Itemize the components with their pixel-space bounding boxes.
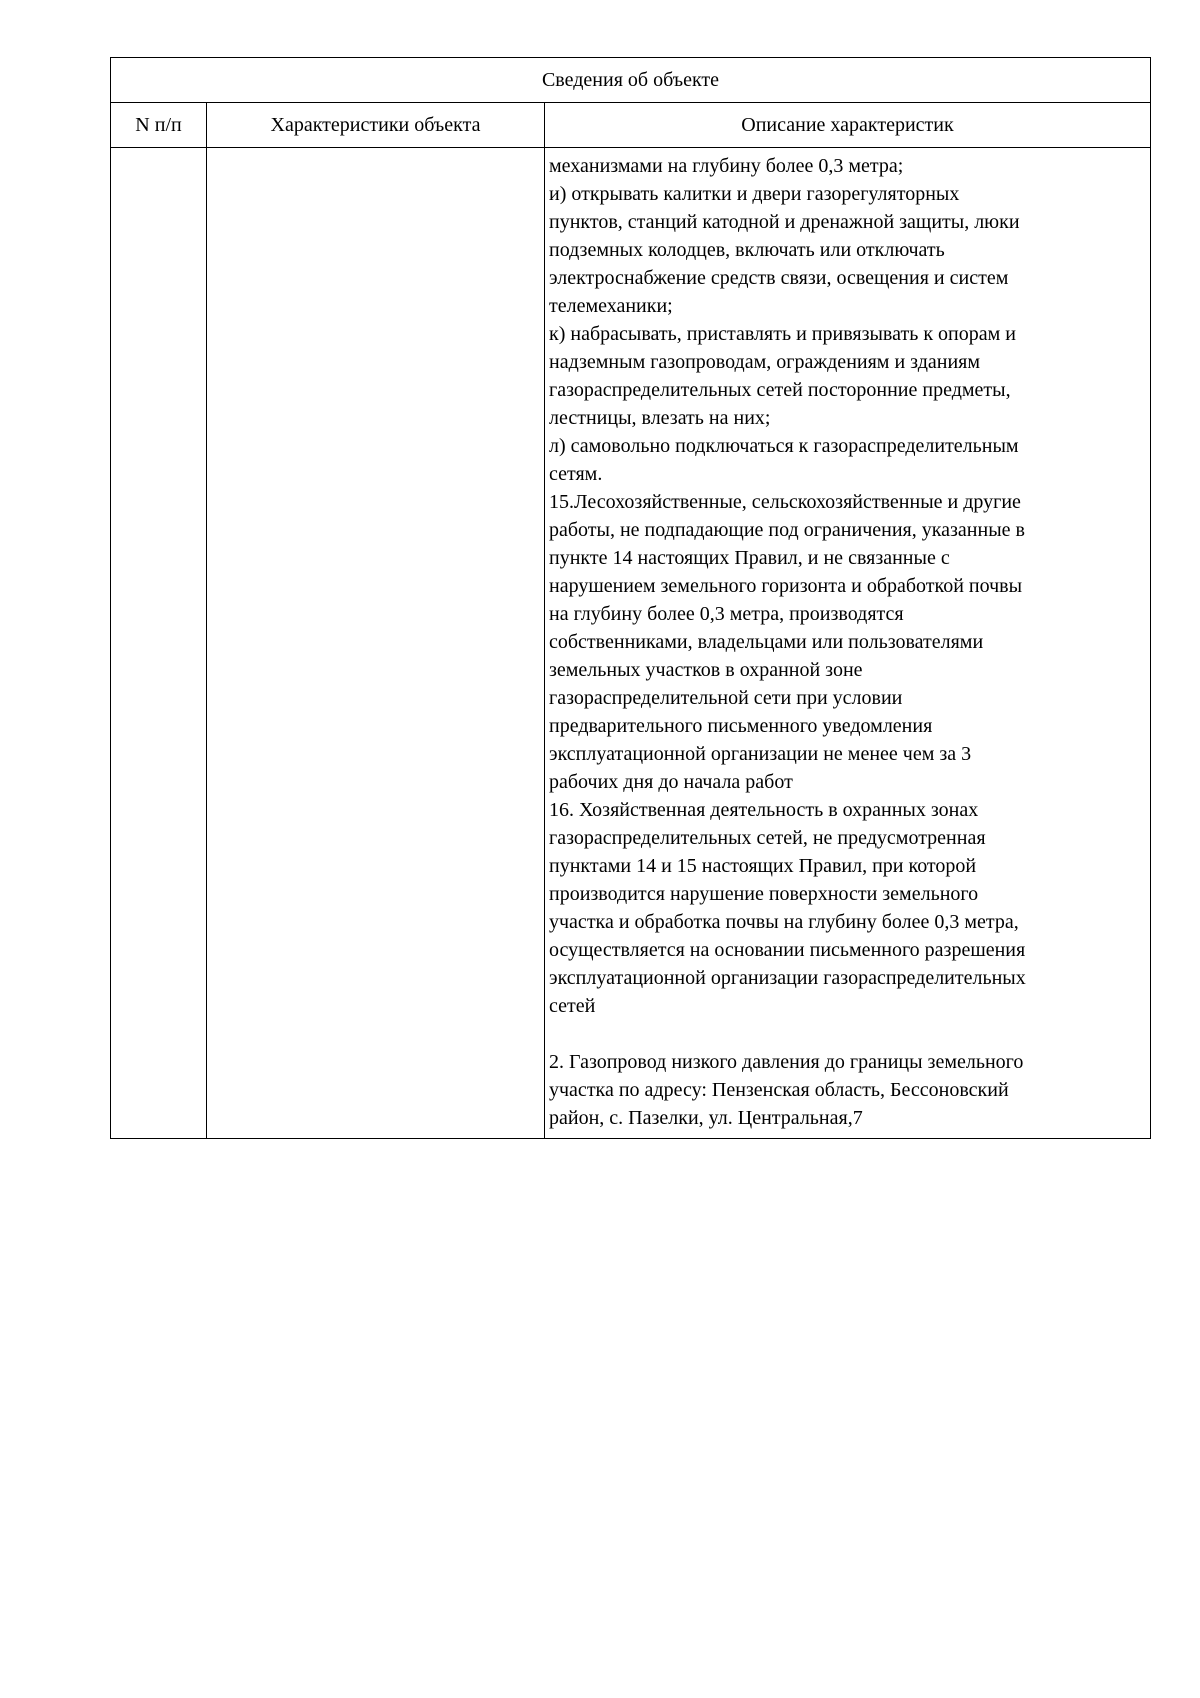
description-line: сетей bbox=[549, 995, 596, 1017]
description-line: эксплуатационной организации не менее чем за 3 bbox=[549, 743, 972, 765]
cell-number bbox=[111, 148, 207, 1139]
table-title: Сведения об объекте bbox=[111, 58, 1151, 103]
description-line: пунктами 14 и 15 настоящих Правил, при которой bbox=[549, 855, 977, 877]
description-line: 15.Лесохозяйственные, сельскохозяйственные и другие bbox=[549, 491, 1021, 513]
description-line: газораспределительных сетей посторонние предметы, bbox=[549, 379, 1011, 401]
description-line: на глубину более 0,3 метра, производятся bbox=[549, 603, 904, 625]
description-line: осуществляется на основании письменного разрешения bbox=[549, 939, 1026, 961]
description-line: л) самовольно подключаться к газораспределительным bbox=[549, 435, 1019, 457]
description-line: земельных участков в охранной зоне bbox=[549, 659, 863, 681]
table-header-row bbox=[111, 103, 1151, 148]
description-line: 2. Газопровод низкого давления до границы земельного bbox=[549, 1051, 1024, 1073]
description-line: подземных колодцев, включать или отключать bbox=[549, 239, 945, 261]
description-line: предварительного письменного уведомления bbox=[549, 715, 933, 737]
description-line: участка и обработка почвы на глубину более 0,3 метра, bbox=[549, 911, 1019, 933]
table-title-row bbox=[111, 58, 1151, 103]
table-row bbox=[111, 148, 1151, 1139]
description-line: сетям. bbox=[549, 463, 603, 485]
paragraph-gap bbox=[549, 1020, 1142, 1048]
description-line: рабочих дня до начала работ bbox=[549, 771, 793, 793]
description-line: нарушением земельного горизонта и обработкой почвы bbox=[549, 575, 1023, 597]
description-line: лестницы, влезать на них; bbox=[549, 407, 771, 429]
description-line: производится нарушение поверхности земельного bbox=[549, 883, 979, 905]
description-line: 16. Хозяйственная деятельность в охранных зонах bbox=[549, 799, 979, 821]
description-line: эксплуатационной организации газораспределительных bbox=[549, 967, 1026, 989]
description-line: и) открывать калитки и двери газорегуляторных bbox=[549, 183, 960, 205]
description-line: механизмами на глубину более 0,3 метра; bbox=[549, 155, 904, 177]
header-number: N п/п bbox=[111, 103, 207, 148]
cell-description bbox=[545, 148, 1151, 1139]
description-line: собственниками, владельцами или пользователями bbox=[549, 631, 984, 653]
description-line: к) набрасывать, приставлять и привязывать к опорам и bbox=[549, 323, 1016, 345]
description-line: работы, не подпадающие под ограничения, указанные в bbox=[549, 519, 1025, 541]
description-text bbox=[549, 152, 1142, 1132]
header-description: Описание характеристик bbox=[545, 103, 1151, 148]
description-line: пунктов, станций катодной и дренажной защиты, люки bbox=[549, 211, 1020, 233]
description-line: район, с. Пазелки, ул. Центральная,7 bbox=[549, 1107, 863, 1129]
description-line: газораспределительной сети при условии bbox=[549, 687, 903, 709]
description-line: участка по адресу: Пензенская область, Бессоновский bbox=[549, 1079, 1009, 1101]
description-line: телемеханики; bbox=[549, 295, 673, 317]
header-characteristics: Характеристики объекта bbox=[207, 103, 545, 148]
cell-characteristic bbox=[207, 148, 545, 1139]
description-line: надземным газопроводам, ограждениям и зданиям bbox=[549, 351, 981, 373]
object-info-table bbox=[110, 57, 1151, 1139]
description-line: газораспределительных сетей, не предусмотренная bbox=[549, 827, 986, 849]
description-line: электроснабжение средств связи, освещения и систем bbox=[549, 267, 1009, 289]
description-line: пункте 14 настоящих Правил, и не связанные с bbox=[549, 547, 950, 569]
